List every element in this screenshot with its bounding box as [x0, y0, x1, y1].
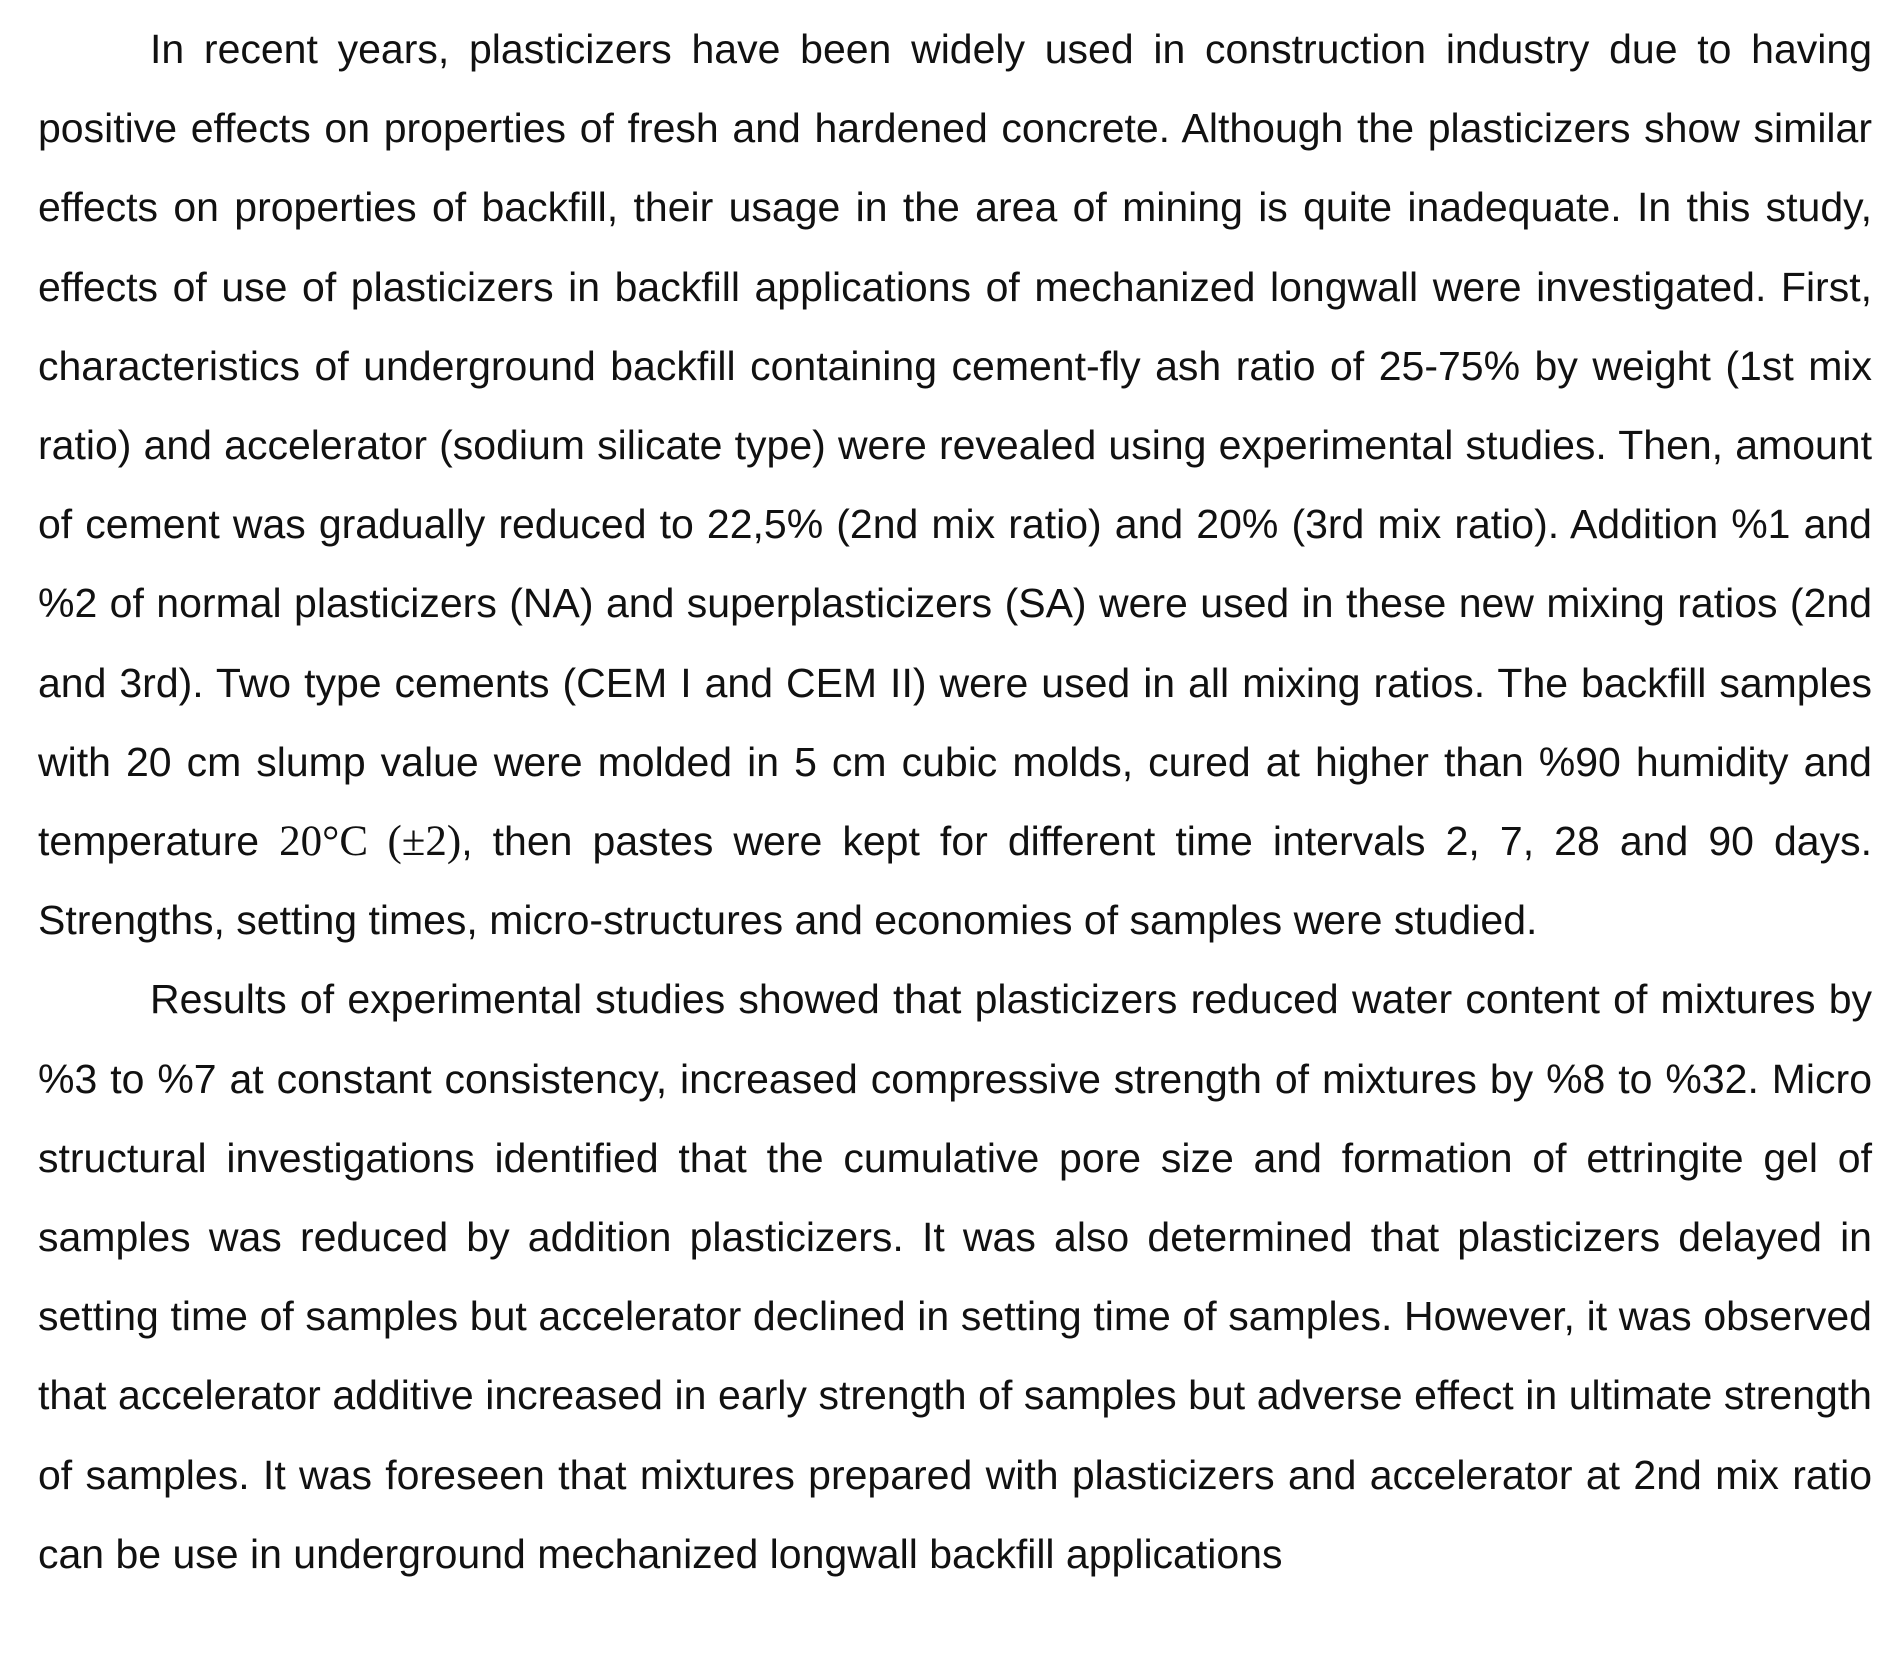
paragraph-methods — [38, 10, 1872, 960]
temperature-formula: 20°C (±2) — [279, 818, 462, 866]
paragraph-results: Results of experimental studies showed that plasticizers reduced water content of mixtures by %3 to %7 at constant consistency, increased compressive strength of mixtures by %8 to %32. Micro structural investigations identified that the cumulative pore size and formation of ettringite gel of samples was reduced by addition plasticizers. It was also determined that plasticizers delayed in setting time of samples but accelerator declined in setting time of samples. However, it was observed that accelerator additive increased in early strength of samples but adverse effect in ultimate strength of samples. It was foreseen that mixtures prepared with plasticizers and accelerator at 2nd mix ratio can be use in underground mechanized longwall backfill applications — [38, 976, 1872, 1577]
document-body — [38, 10, 1872, 1594]
paragraph-methods-text-end: , then pastes were kept for different time intervals 2, 7, 28 and 90 days. Strengths, setting times, micro-structures and economies of samples were studied. — [38, 818, 1872, 944]
paragraph-methods-text-start: In recent years, plasticizers have been widely used in construction industry due to having positive effects on properties of fresh and hardened concrete. Although the plasticizers show similar effects on properties of backfill, their usage in the area of mining is quite inadequate. In this study, effects of use of plasticizers in backfill applications of mechanized longwall were investigated. First, characteristics of underground backfill containing cement-fly ash ratio of 25-75% by weight (1st mix ratio) and accelerator (sodium silicate type) were revealed using experimental studies. Then, amount of cement was gradually reduced to 22,5% (2nd mix ratio) and 20% (3rd mix ratio). Addition %1 and %2 of normal plasticizers (NA) and superplasticizers (SA) were used in these new mixing ratios (2nd and 3rd). Two type cements (CEM I and CEM II) were used in all mixing ratios. The backfill samples with 20 cm slump value were molded in 5 cm cubic molds, cured at higher than %90 humidity and temperature — [38, 26, 1872, 865]
